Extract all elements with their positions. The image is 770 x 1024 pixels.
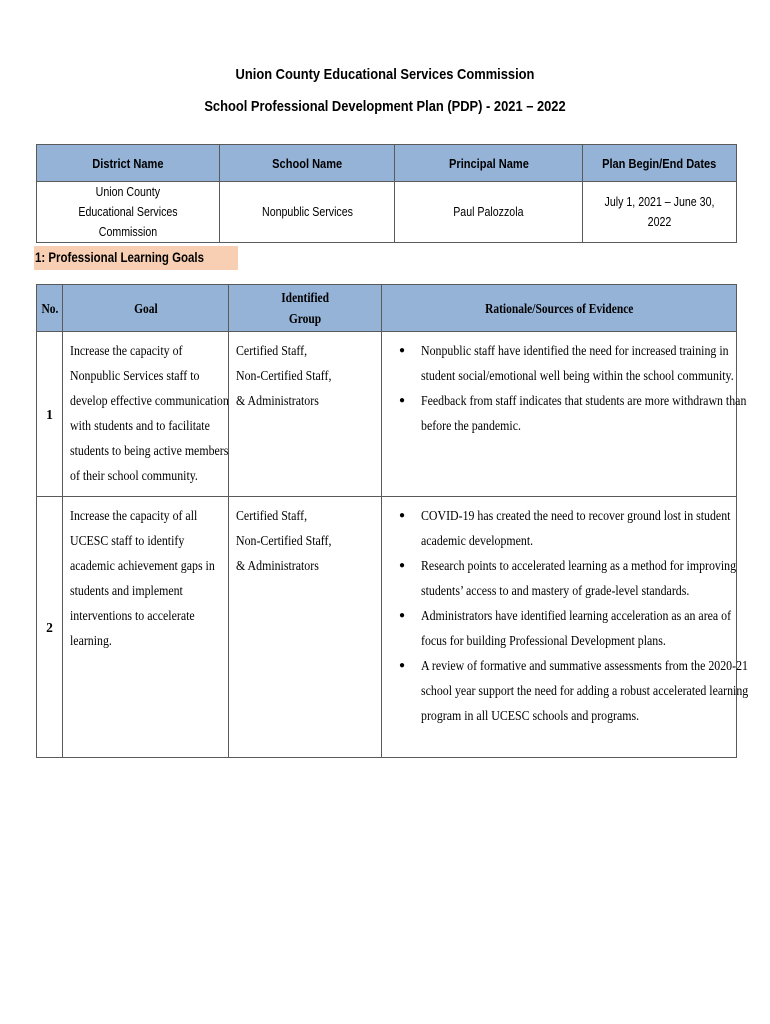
- goal-text: Increase the capacity of all UCESC staff to identify academic achievement gaps in students and implement interventions to accelerate learning.: [63, 497, 229, 758]
- evidence-item: ● Research points to accelerated learning as a method for improving students’ access to and mastery of grade-level standards.: [392, 553, 732, 603]
- evidence-item: ● Administrators have identified learning acceleration as an area of focus for building Professional Development plans.: [392, 603, 732, 653]
- evidence-item: ● COVID-19 has created the need to recover ground lost in student academic development.: [392, 503, 732, 553]
- plan-dates-value: July 1, 2021 – June 30, 2022: [583, 182, 737, 243]
- table-row: [37, 497, 737, 758]
- evidence-cell: [382, 332, 747, 497]
- goals-table: [36, 284, 749, 758]
- evidence-item: ● Feedback from staff indicates that students are more withdrawn than before the pandemic.: [392, 388, 732, 438]
- school-name-header: School Name: [220, 145, 395, 182]
- section-heading: 1: Professional Learning Goals: [34, 246, 238, 270]
- identified-group-header: Identified Group: [229, 285, 382, 332]
- goal-text: Increase the capacity of Nonpublic Services staff to develop effective communication with students and to facilitate students to being active members of their school community.: [63, 332, 229, 497]
- school-name-value: Nonpublic Services: [220, 182, 395, 243]
- table-row: [37, 332, 737, 497]
- plan-info-table: [36, 144, 737, 243]
- goal-header: Goal: [63, 285, 229, 332]
- org-title: Union County Educational Services Commission: [235, 66, 535, 83]
- no-header: No.: [37, 285, 63, 332]
- principal-name-value: Paul Palozzola: [395, 182, 583, 243]
- principal-name-header: Principal Name: [395, 145, 583, 182]
- goal-number: 2: [37, 497, 63, 758]
- district-name-value: Union County Educational Services Commission: [37, 182, 220, 243]
- plan-dates-header: Plan Begin/End Dates: [583, 145, 737, 182]
- district-name-header: District Name: [37, 145, 220, 182]
- identified-group: Certified Staff, Non-Certified Staff, & Administrators: [229, 497, 382, 758]
- evidence-cell: [382, 497, 749, 758]
- rationale-header: Rationale/Sources of Evidence: [382, 285, 737, 332]
- evidence-item: ● Nonpublic staff have identified the need for increased training in student social/emotional well being within the school community.: [392, 338, 732, 388]
- evidence-item: ● A review of formative and summative assessments from the 2020-21 school year support the need for adding a robust accelerated learning program in all UCESC schools and programs.: [392, 653, 732, 728]
- plan-title: School Professional Development Plan (PDP) - 2021 – 2022: [204, 98, 566, 115]
- identified-group: Certified Staff, Non-Certified Staff, & Administrators: [229, 332, 382, 497]
- goal-number: 1: [37, 332, 63, 497]
